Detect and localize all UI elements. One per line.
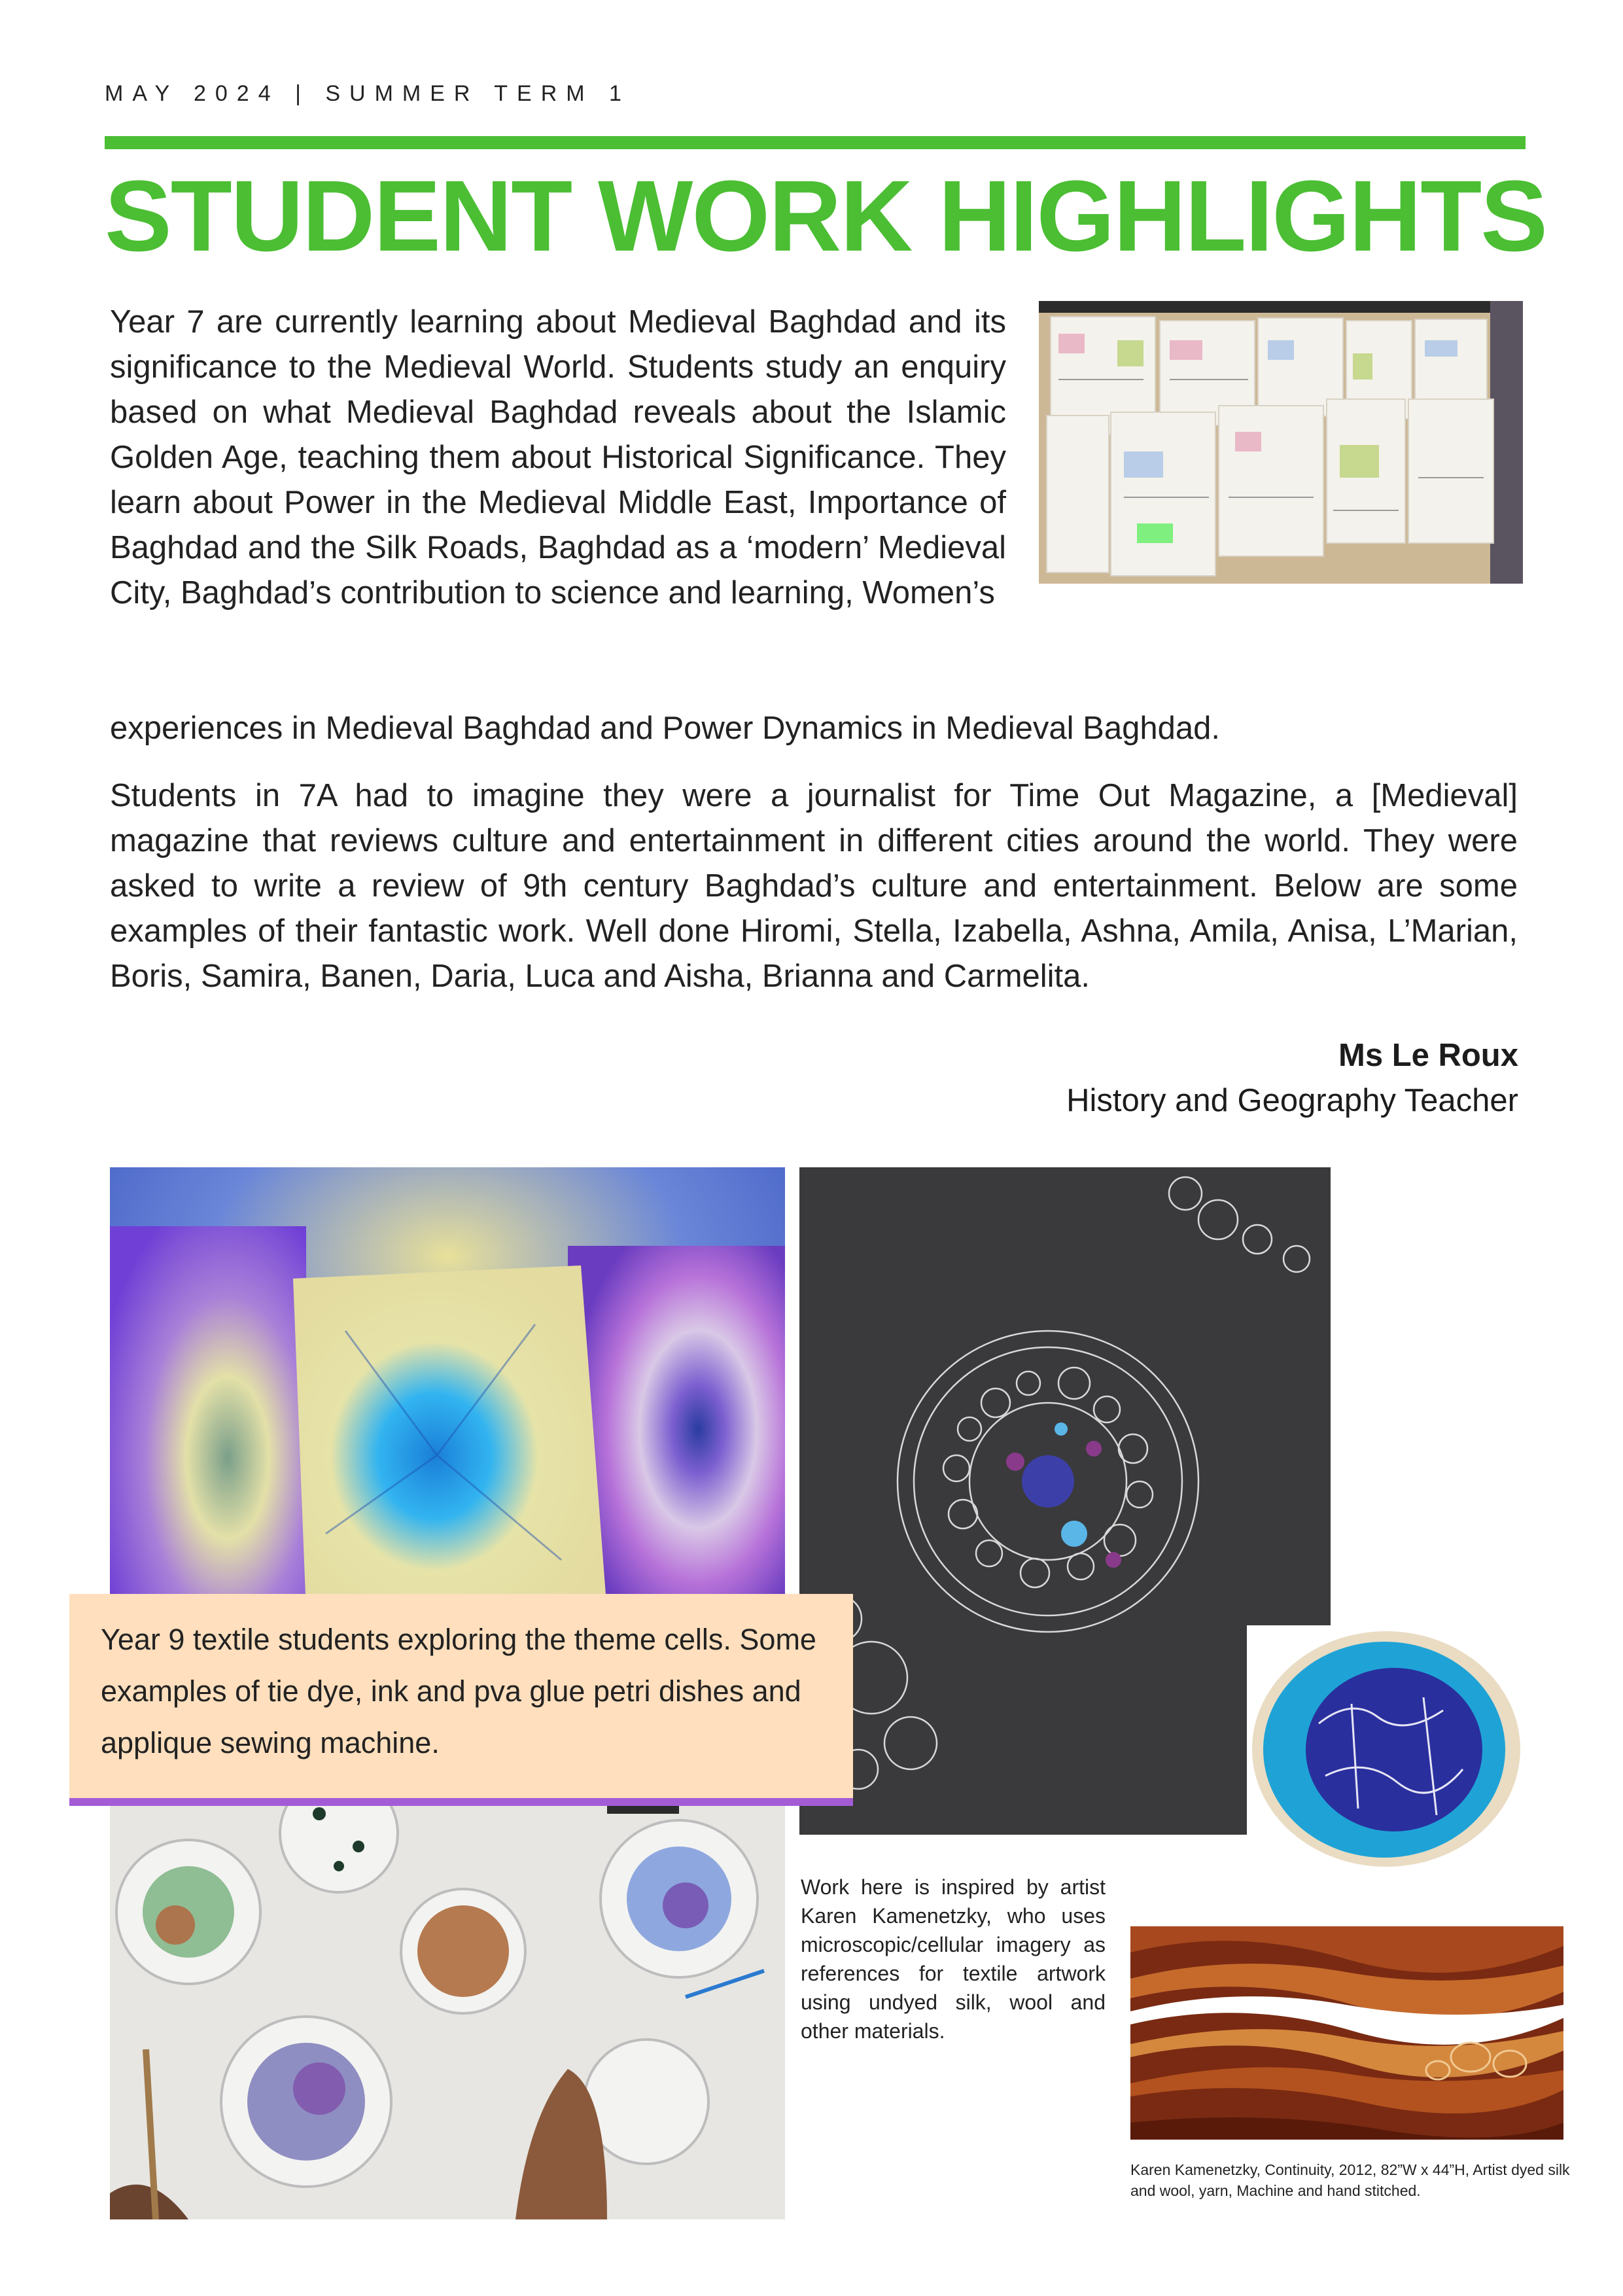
article-paragraph-1: Year 7 are currently learning about Medieval Baghdad and its significance to the Medieval World. Students study an enquiry based on what Medieval Baghdad reveals about the Islamic Golden Age, teaching them about Historical Significance. They learn about Power in the Medieval Middle East, Importance of Baghdad and the Silk Roads, Baghdad as a ‘modern’ Medieval City, Baghdad’s contribution to science and learning, Women’s xyxy=(110,304,1006,610)
artist-inspiration-note: Work here is inspired by artist Karen Kamenetzky, who uses microscopic/cellular imagery as references for textile artwork using undyed silk, wool and other materials. xyxy=(801,1875,1106,2043)
article-paragraph-1-continued: experiences in Medieval Baghdad and Power Dynamics in Medieval Baghdad. xyxy=(110,711,1220,746)
textiles-caption: Year 9 textile students exploring the theme cells. Some examples of tie dye, ink and pva glue petri dishes and applique sewing machine. xyxy=(69,1594,853,1798)
header-divider xyxy=(105,136,1526,149)
continuity-artwork-photo xyxy=(1130,1926,1563,2140)
student-workbooks-photo xyxy=(1039,301,1523,584)
tie-dye-fabric-photo xyxy=(110,1167,785,1612)
page-title: STUDENT WORK HIGHLIGHTS xyxy=(105,160,1546,272)
petri-dish-photo xyxy=(110,1775,785,2219)
article-paragraph-2: Students in 7A had to imagine they were a journalist for Time Out Magazine, a [Medieval] magazine that reviews culture and entertainment in different cities around the world. They were asked to write a review of 9th century Baghdad’s culture and entertainment. Below are some examples of their fantastic work. Well done Hiromi, Stella, Izabella, Ashna, Amila, Anisa, L’Marian, Boris, Samira, Banen, Daria, Luca and Aisha, Brianna and Carmelita. xyxy=(110,778,1518,994)
caption-accent-bar xyxy=(69,1798,853,1806)
signature-name: Ms Le Roux xyxy=(1338,1038,1518,1073)
header-date-line: MAY 2024 | SUMMER TERM 1 xyxy=(105,81,631,106)
applique-cell-photo xyxy=(1247,1625,1526,1873)
signature-role: History and Geography Teacher xyxy=(1066,1083,1518,1118)
artwork-caption: Karen Kamenetzky, Continuity, 2012, 82”W x 44”H, Artist dyed silk and wool, yarn, Machine and hand stitched. xyxy=(1130,2161,1570,2199)
